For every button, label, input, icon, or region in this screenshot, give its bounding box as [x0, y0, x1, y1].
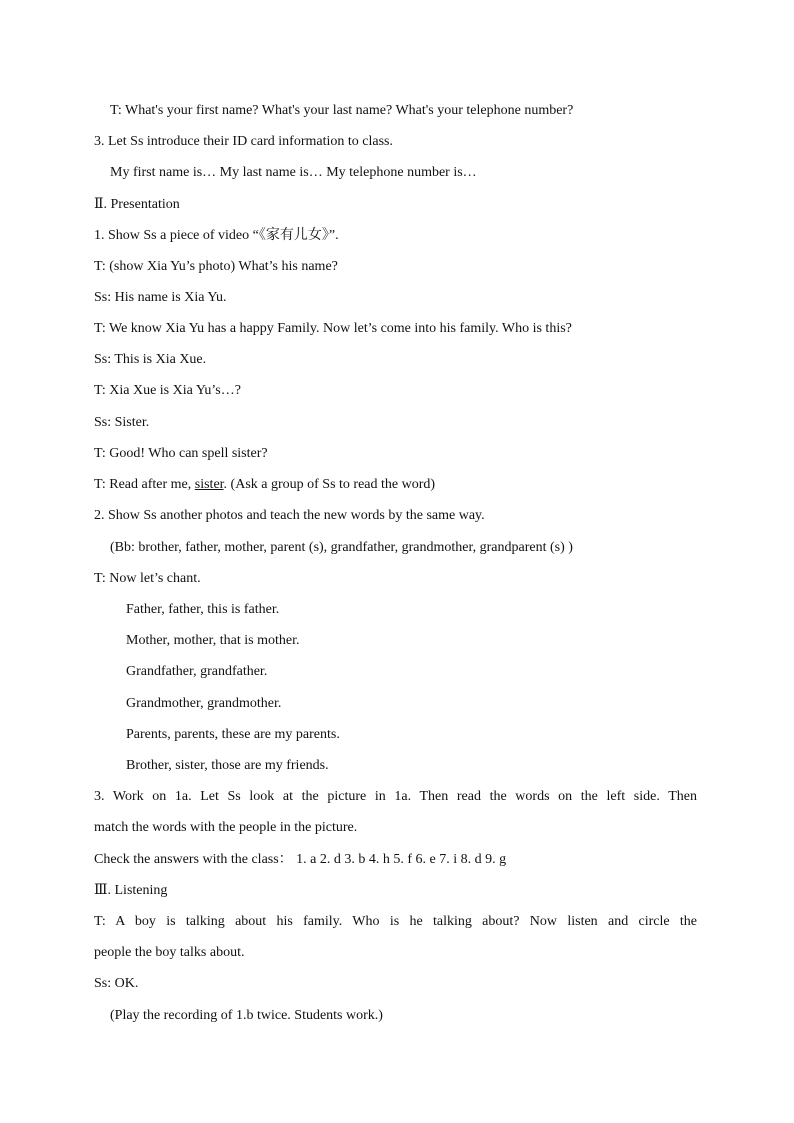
text-line: 3. Let Ss introduce their ID card information to class. [94, 134, 393, 149]
chant-line: Grandmother, grandmother. [126, 696, 282, 711]
answers-line: Check the answers with the class： 1. a 2. d 3. b 4. h 5. f 6. e 7. i 8. d 9. g [94, 852, 507, 867]
text-line: match the words with the people in the picture. [94, 820, 358, 835]
text-line: My first name is… My last name is… My telephone number is… [110, 165, 477, 180]
text-line: Ss: This is Xia Xue. [94, 352, 207, 367]
text-line: T: We know Xia Yu has a happy Family. Now let’s come into his family. Who is this? [94, 321, 572, 336]
underlined-word: sister [194, 477, 224, 492]
text-line: T: What's your first name? What's your last name? What's your telephone number? [110, 103, 574, 118]
read-after-line [94, 475, 435, 495]
text-line: T: Xia Xue is Xia Yu’s…? [94, 383, 241, 398]
text-line: T: Now let’s chant. [94, 571, 201, 586]
chant-line: Parents, parents, these are my parents. [126, 727, 340, 742]
text-line: Ss: OK. [94, 976, 139, 991]
section-heading: Ⅱ. Presentation [94, 197, 180, 212]
text-line: T: A boy is talking about his family. Who is he talking about? Now listen and circle the [94, 914, 697, 929]
chant-line: Mother, mother, that is mother. [126, 633, 300, 648]
text-line: Ss: His name is Xia Yu. [94, 290, 227, 305]
text-line: (Play the recording of 1.b twice. Students work.) [110, 1008, 383, 1023]
text-line: 2. Show Ss another photos and teach the new words by the same way. [94, 508, 485, 523]
chant-line: Brother, sister, those are my friends. [126, 758, 329, 773]
text-segment: . (Ask a group of Ss to read the word) [223, 477, 436, 492]
text-segment: T: Read after me, [94, 477, 195, 492]
text-line: 3. Work on 1a. Let Ss look at the picture in 1a. Then read the words on the left side. Then [94, 789, 697, 804]
text-line: (Bb: brother, father, mother, parent (s), grandfather, grandmother, grandparent (s) ) [110, 540, 573, 555]
text-line: T: Good! Who can spell sister? [94, 446, 268, 461]
text-line: people the boy talks about. [94, 945, 245, 960]
chant-line: Father, father, this is father. [126, 602, 280, 617]
text-line: 1. Show Ss a piece of video “《家有儿女》”. [94, 228, 339, 243]
section-heading: Ⅲ. Listening [94, 883, 168, 898]
text-line: T: (show Xia Yu’s photo) What’s his name? [94, 259, 338, 274]
chant-line: Grandfather, grandfather. [126, 664, 268, 679]
text-line: Ss: Sister. [94, 415, 150, 430]
